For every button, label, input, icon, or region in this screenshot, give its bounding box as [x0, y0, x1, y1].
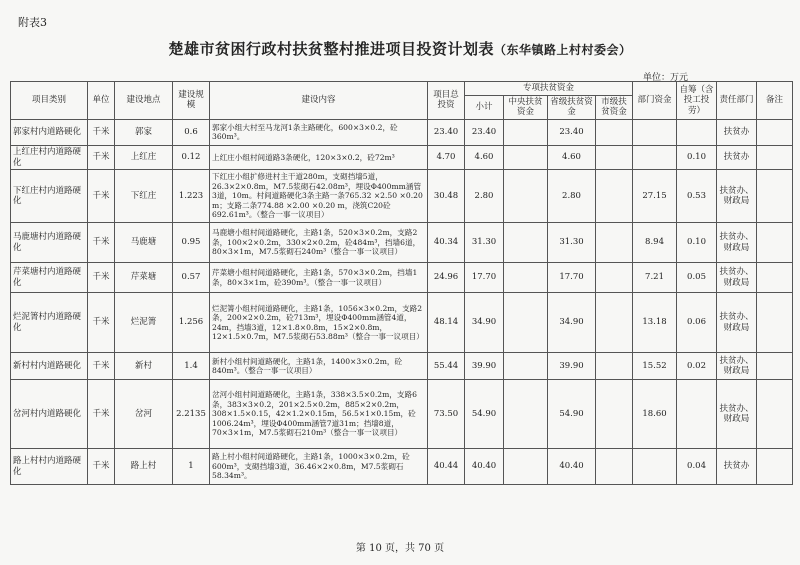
provincial-cell: 34.90	[548, 293, 596, 353]
municipal-cell	[596, 223, 633, 263]
unit-cell: 千米	[88, 145, 115, 169]
header-provincial: 省级扶贫资金	[548, 95, 596, 119]
responsible-cell: 扶贫办	[717, 145, 757, 169]
remarks-cell	[757, 449, 793, 485]
responsible-cell: 扶贫办、财政局	[717, 293, 757, 353]
central-cell	[504, 223, 548, 263]
total-cell: 73.50	[428, 380, 465, 449]
header-municipal: 市级扶贫资金	[596, 95, 633, 119]
location-cell: 下红庄	[115, 170, 173, 223]
content-cell: 上红庄小组村间道路3条硬化，120×3×0.2，砼72m³	[210, 145, 428, 169]
total-cell: 48.14	[428, 293, 465, 353]
provincial-cell: 40.40	[548, 449, 596, 485]
subtotal-cell: 31.30	[465, 223, 504, 263]
self-funded-cell: 0.04	[677, 449, 717, 485]
project-type-cell: 路上村村内道路硬化	[11, 449, 88, 485]
table-row	[11, 449, 793, 485]
unit-cell: 千米	[88, 263, 115, 293]
total-cell: 40.44	[428, 449, 465, 485]
dept-fund-cell: 27.15	[633, 170, 677, 223]
title-main: 楚雄市贫困行政村扶贫整村推进项目投资计划表	[168, 40, 494, 58]
central-cell	[504, 145, 548, 169]
project-type-cell: 郭家村内道路硬化	[11, 119, 88, 145]
scale-cell: 1.223	[173, 170, 210, 223]
subtotal-cell: 54.90	[465, 380, 504, 449]
header-special-fund: 专项扶贫资金	[465, 82, 633, 96]
unit-cell: 千米	[88, 380, 115, 449]
central-cell	[504, 170, 548, 223]
location-cell: 岔河	[115, 380, 173, 449]
location-cell: 郭家	[115, 119, 173, 145]
header-central: 中央扶贫资金	[504, 95, 548, 119]
responsible-cell: 扶贫办、财政局	[717, 263, 757, 293]
remarks-cell	[757, 223, 793, 263]
responsible-cell: 扶贫办、财政局	[717, 380, 757, 449]
dept-fund-cell: 8.94	[633, 223, 677, 263]
investment-plan-table	[10, 81, 793, 485]
unit-cell: 千米	[88, 119, 115, 145]
dept-fund-cell: 18.60	[633, 380, 677, 449]
page-number: 第 10 页，共 70 页	[355, 543, 445, 554]
scale-cell: 0.95	[173, 223, 210, 263]
header-content: 建设内容	[210, 82, 428, 120]
remarks-cell	[757, 145, 793, 169]
location-cell: 路上村	[115, 449, 173, 485]
location-cell: 芹菜塘	[115, 263, 173, 293]
responsible-cell: 扶贫办、财政局	[717, 223, 757, 263]
header-project-type: 项目类别	[11, 82, 88, 120]
unit-cell: 千米	[88, 170, 115, 223]
dept-fund-cell: 15.52	[633, 353, 677, 380]
central-cell	[504, 380, 548, 449]
annex-label: 附表3	[18, 16, 47, 29]
scale-cell: 0.12	[173, 145, 210, 169]
total-cell: 4.70	[428, 145, 465, 169]
subtotal-cell: 4.60	[465, 145, 504, 169]
scale-cell: 1.4	[173, 353, 210, 380]
subtotal-cell: 2.80	[465, 170, 504, 223]
title-subtitle: （东华镇路上村村委会）	[494, 43, 632, 57]
content-cell: 马鹿塘小组村间道路硬化，主路1条，520×3×0.2m，支路2条，100×2×0.2m，330×2×0.2m，砼484m³，挡墙6道，80×3×1m，M7.5浆砌石240m³（整合一事一议项目）	[210, 223, 428, 263]
remarks-cell	[757, 380, 793, 449]
header-dept-fund: 部门资金	[633, 82, 677, 120]
central-cell	[504, 449, 548, 485]
project-type-cell: 下红庄村内道路硬化	[11, 170, 88, 223]
table-row	[11, 119, 793, 145]
municipal-cell	[596, 119, 633, 145]
location-cell: 烂泥箐	[115, 293, 173, 353]
project-type-cell: 马鹿塘村内道路硬化	[11, 223, 88, 263]
table-row	[11, 293, 793, 353]
content-cell: 路上村小组村间道路硬化，主路1条，1000×3×0.2m，砼600m³，支砌挡墙3道，36.46×2×0.8m，M7.5浆砌石58.34m³。	[210, 449, 428, 485]
content-cell: 烂泥箐小组村间道路硬化，主路1条，1056×3×0.2m，支路2条，200×2×0.2m，砼713m³，埋设Φ400mm涵管4道，24m，挡墙3道，12×1.8×0.8m，15×2×0.8m，12×1.5×0.7m，M7.5浆砌石53.88m³（整合一事一议项目）	[210, 293, 428, 353]
header-remarks: 备注	[757, 82, 793, 120]
subtotal-cell: 39.90	[465, 353, 504, 380]
scale-cell: 2.2135	[173, 380, 210, 449]
location-cell: 上红庄	[115, 145, 173, 169]
self-funded-cell: 0.02	[677, 353, 717, 380]
self-funded-cell: 0.05	[677, 263, 717, 293]
table-row	[11, 380, 793, 449]
central-cell	[504, 119, 548, 145]
subtotal-cell: 34.90	[465, 293, 504, 353]
total-cell: 55.44	[428, 353, 465, 380]
content-cell: 芹菜塘小组村间道路硬化，主路1条，570×3×0.2m，挡墙1条，80×3×1m，砼390m³。（整合一事一议项目）	[210, 263, 428, 293]
table-row	[11, 170, 793, 223]
project-type-cell: 新村村内道路硬化	[11, 353, 88, 380]
unit-cell: 千米	[88, 353, 115, 380]
municipal-cell	[596, 263, 633, 293]
provincial-cell: 17.70	[548, 263, 596, 293]
provincial-cell: 23.40	[548, 119, 596, 145]
unit-label: 单位：万元	[642, 73, 688, 83]
remarks-cell	[757, 293, 793, 353]
location-cell: 马鹿塘	[115, 223, 173, 263]
responsible-cell: 扶贫办、财政局	[717, 170, 757, 223]
location-cell: 新村	[115, 353, 173, 380]
subtotal-cell: 40.40	[465, 449, 504, 485]
municipal-cell	[596, 353, 633, 380]
responsible-cell: 扶贫办	[717, 119, 757, 145]
unit-cell: 千米	[88, 449, 115, 485]
municipal-cell	[596, 170, 633, 223]
header-unit: 单位	[88, 82, 115, 120]
content-cell: 新村小组村间道路硬化，主路1条，1400×3×0.2m，砼840m³。（整合一事一议项目）	[210, 353, 428, 380]
unit-cell: 千米	[88, 293, 115, 353]
total-cell: 40.34	[428, 223, 465, 263]
remarks-cell	[757, 353, 793, 380]
project-type-cell: 烂泥箐村内道路硬化	[11, 293, 88, 353]
header-self-funded: 自筹（含投工投劳）	[677, 82, 717, 120]
content-cell: 下红庄小组扩修进村主干道280m，支砌挡墙5道，26.3×2×0.8m，M7.5浆砌石42.08m³，埋设Φ400mm涵管3道，10m。村间道路硬化3条主路一条765.32 ×2.50 ×0.20 m；支路二条774.88 ×2.00 ×0.20 m，浇筑C20砼692.61m³。（整合一事一议项目）	[210, 170, 428, 223]
table-row	[11, 145, 793, 169]
header-scale: 建设规模	[173, 82, 210, 120]
total-cell: 24.96	[428, 263, 465, 293]
dept-fund-cell	[633, 449, 677, 485]
provincial-cell: 2.80	[548, 170, 596, 223]
self-funded-cell: 0.53	[677, 170, 717, 223]
header-total: 项目总投资	[428, 82, 465, 120]
provincial-cell: 39.90	[548, 353, 596, 380]
subtotal-cell: 23.40	[465, 119, 504, 145]
central-cell	[504, 263, 548, 293]
self-funded-cell: 0.10	[677, 145, 717, 169]
scale-cell: 1.256	[173, 293, 210, 353]
remarks-cell	[757, 119, 793, 145]
content-cell: 岔河小组村间道路硬化，主路1条，338×3.5×0.2m，支路6条，383×3×0.2，201×2.5×0.2m，885×2×0.2m，308×1.5×0.15，42×1.2×0.15m，56.5×1×0.15m，砼1006.24m³，埋设Φ400mm涵管7道31m；挡墙8道，70×3×1m，M7.5浆砌石210m³（整合一事一议项目）	[210, 380, 428, 449]
municipal-cell	[596, 145, 633, 169]
central-cell	[504, 353, 548, 380]
self-funded-cell	[677, 380, 717, 449]
scale-cell: 0.6	[173, 119, 210, 145]
table-row	[11, 263, 793, 293]
responsible-cell: 扶贫办	[717, 449, 757, 485]
dept-fund-cell	[633, 145, 677, 169]
document-title	[0, 38, 800, 59]
header-responsible: 责任部门	[717, 82, 757, 120]
total-cell: 30.48	[428, 170, 465, 223]
remarks-cell	[757, 263, 793, 293]
dept-fund-cell: 7.21	[633, 263, 677, 293]
content-cell: 郭家小组大村至马龙河1条主路硬化，600×3×0.2，砼360m³。	[210, 119, 428, 145]
provincial-cell: 31.30	[548, 223, 596, 263]
header-location: 建设地点	[115, 82, 173, 120]
self-funded-cell	[677, 119, 717, 145]
dept-fund-cell	[633, 119, 677, 145]
subtotal-cell: 17.70	[465, 263, 504, 293]
provincial-cell: 54.90	[548, 380, 596, 449]
scale-cell: 0.57	[173, 263, 210, 293]
total-cell: 23.40	[428, 119, 465, 145]
provincial-cell: 4.60	[548, 145, 596, 169]
project-type-cell: 岔河村内道路硬化	[11, 380, 88, 449]
table-row	[11, 353, 793, 380]
scale-cell: 1	[173, 449, 210, 485]
remarks-cell	[757, 170, 793, 223]
unit-cell: 千米	[88, 223, 115, 263]
self-funded-cell: 0.06	[677, 293, 717, 353]
self-funded-cell: 0.10	[677, 223, 717, 263]
central-cell	[504, 293, 548, 353]
municipal-cell	[596, 449, 633, 485]
dept-fund-cell: 13.18	[633, 293, 677, 353]
header-subtotal: 小计	[465, 95, 504, 119]
table-row	[11, 223, 793, 263]
project-type-cell: 上红庄村内道路硬化	[11, 145, 88, 169]
responsible-cell: 扶贫办、财政局	[717, 353, 757, 380]
municipal-cell	[596, 380, 633, 449]
project-type-cell: 芹菜塘村内道路硬化	[11, 263, 88, 293]
municipal-cell	[596, 293, 633, 353]
